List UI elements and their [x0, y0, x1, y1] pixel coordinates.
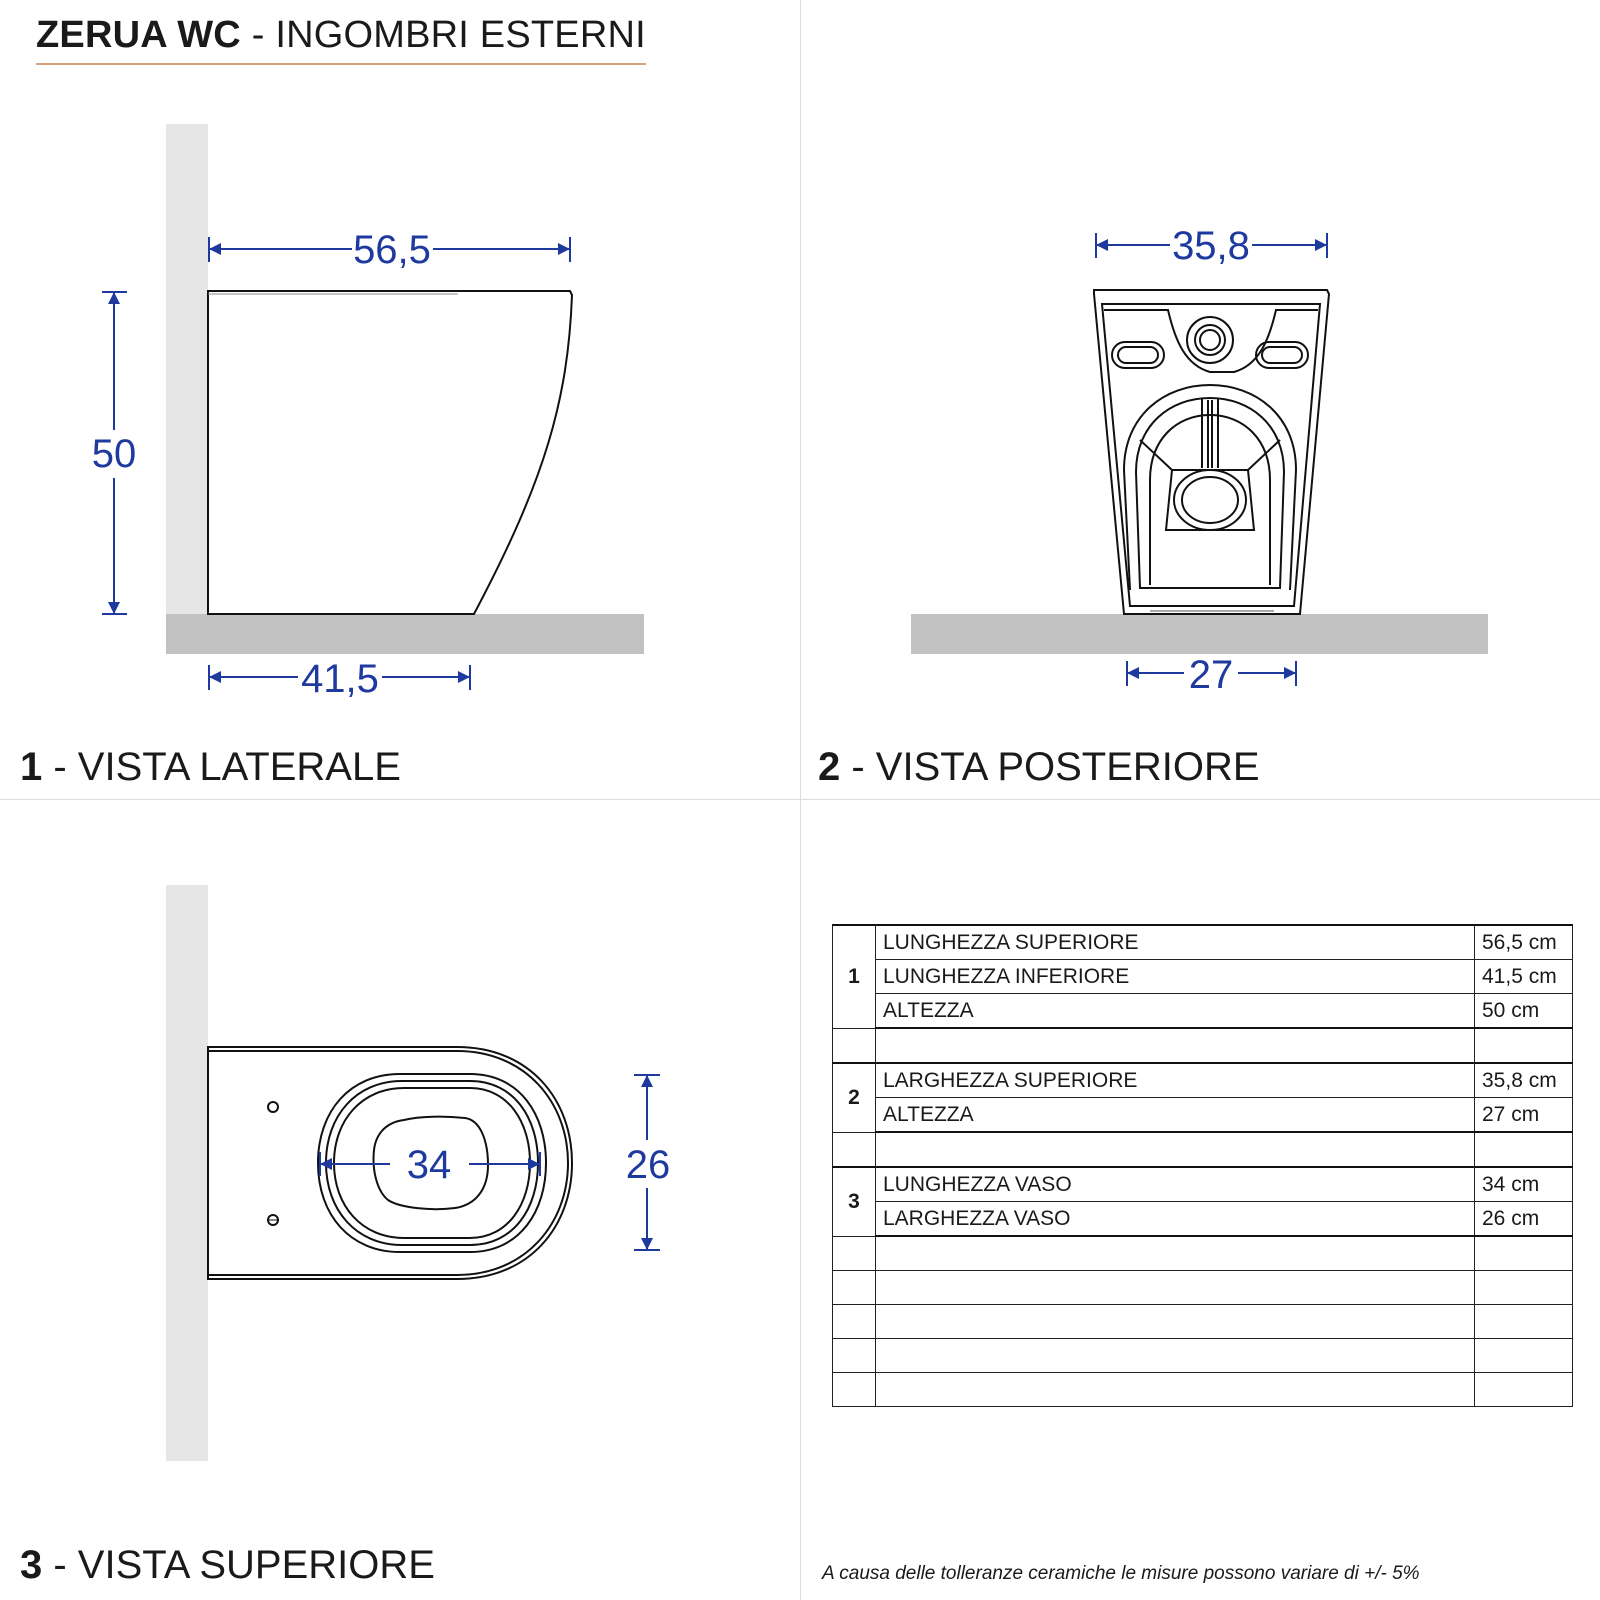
rear-bottom-width-label: 27: [1188, 653, 1234, 697]
table-cell-value: 41,5 cm: [1475, 960, 1573, 994]
table-group-2: 2: [833, 1063, 876, 1132]
table-row-empty: [833, 1236, 1573, 1271]
table-cell-label: ALTEZZA: [876, 1098, 1475, 1133]
table-cell-value: 56,5 cm: [1475, 925, 1573, 960]
table-cell-value: 50 cm: [1475, 994, 1573, 1029]
table-cell-label: LARGHEZZA VASO: [876, 1202, 1475, 1237]
side-top-dimension: [208, 228, 570, 272]
view-label-1: [20, 745, 401, 790]
rear-floor: [911, 614, 1488, 654]
view-label-2: [818, 745, 1260, 790]
table-cell-value: 26 cm: [1475, 1202, 1573, 1237]
side-bottom-length-label: 41,5: [301, 657, 379, 701]
table-row-empty: [833, 1305, 1573, 1339]
side-wall: [166, 124, 208, 614]
table-row: [833, 1063, 1573, 1098]
side-bottom-dimension: [208, 657, 470, 701]
table-row: [833, 1167, 1573, 1202]
side-view: [92, 124, 644, 701]
table-group-3: 3: [833, 1167, 876, 1236]
tolerance-note: A causa delle tolleranze ceramiche le misure possono variare di +/- 5%: [822, 1563, 1420, 1584]
table-cell-label: LUNGHEZZA SUPERIORE: [876, 925, 1475, 960]
side-floor: [166, 614, 644, 654]
table-row-empty: [833, 1132, 1573, 1167]
title-separator: -: [240, 14, 276, 56]
table-cell-value: 35,8 cm: [1475, 1063, 1573, 1098]
table-row-empty: [833, 1339, 1573, 1373]
top-width-label: 26: [625, 1143, 671, 1187]
table-cell-label: LUNGHEZZA VASO: [876, 1167, 1475, 1202]
side-toilet-outline: [208, 291, 572, 614]
view-number-3: 3: [20, 1543, 43, 1587]
top-length-label: 34: [406, 1143, 452, 1187]
table-row: [833, 994, 1573, 1029]
side-top-length-label: 56,5: [353, 228, 431, 272]
dimensions-table: [832, 924, 1573, 1407]
rear-top-width-label: 35,8: [1172, 224, 1250, 268]
table-row-empty: [833, 1373, 1573, 1407]
table-row-empty: [833, 1028, 1573, 1063]
top-width-dimension: [626, 1075, 671, 1250]
rear-top-dimension: [1096, 224, 1327, 268]
rear-view: [911, 224, 1488, 697]
table-cell-label: LUNGHEZZA INFERIORE: [876, 960, 1475, 994]
side-height-dimension: [92, 292, 137, 614]
table-cell-label: LARGHEZZA SUPERIORE: [876, 1063, 1475, 1098]
table-cell-value: 27 cm: [1475, 1098, 1573, 1133]
view-title-2: - VISTA POSTERIORE: [851, 745, 1260, 789]
view-title-1: - VISTA LATERALE: [53, 745, 401, 789]
table-row: [833, 925, 1573, 960]
table-row: [833, 1202, 1573, 1237]
view-number-2: 2: [818, 745, 841, 789]
view-number-1: 1: [20, 745, 43, 789]
side-height-label: 50: [91, 432, 137, 476]
table-row: [833, 1098, 1573, 1133]
view-label-3: [20, 1543, 435, 1588]
top-view: [166, 885, 670, 1461]
top-wall: [166, 885, 208, 1461]
table-group-1: 1: [833, 925, 876, 1028]
table-row: [833, 960, 1573, 994]
title-subtitle: INGOMBRI ESTERNI: [275, 14, 646, 56]
brand-name: ZERUA WC: [36, 14, 241, 56]
table-row-empty: [833, 1271, 1573, 1305]
rear-bottom-dimension: [1127, 653, 1296, 697]
table-cell-value: 34 cm: [1475, 1167, 1573, 1202]
table-cell-label: ALTEZZA: [876, 994, 1475, 1029]
view-title-3: - VISTA SUPERIORE: [53, 1543, 435, 1587]
